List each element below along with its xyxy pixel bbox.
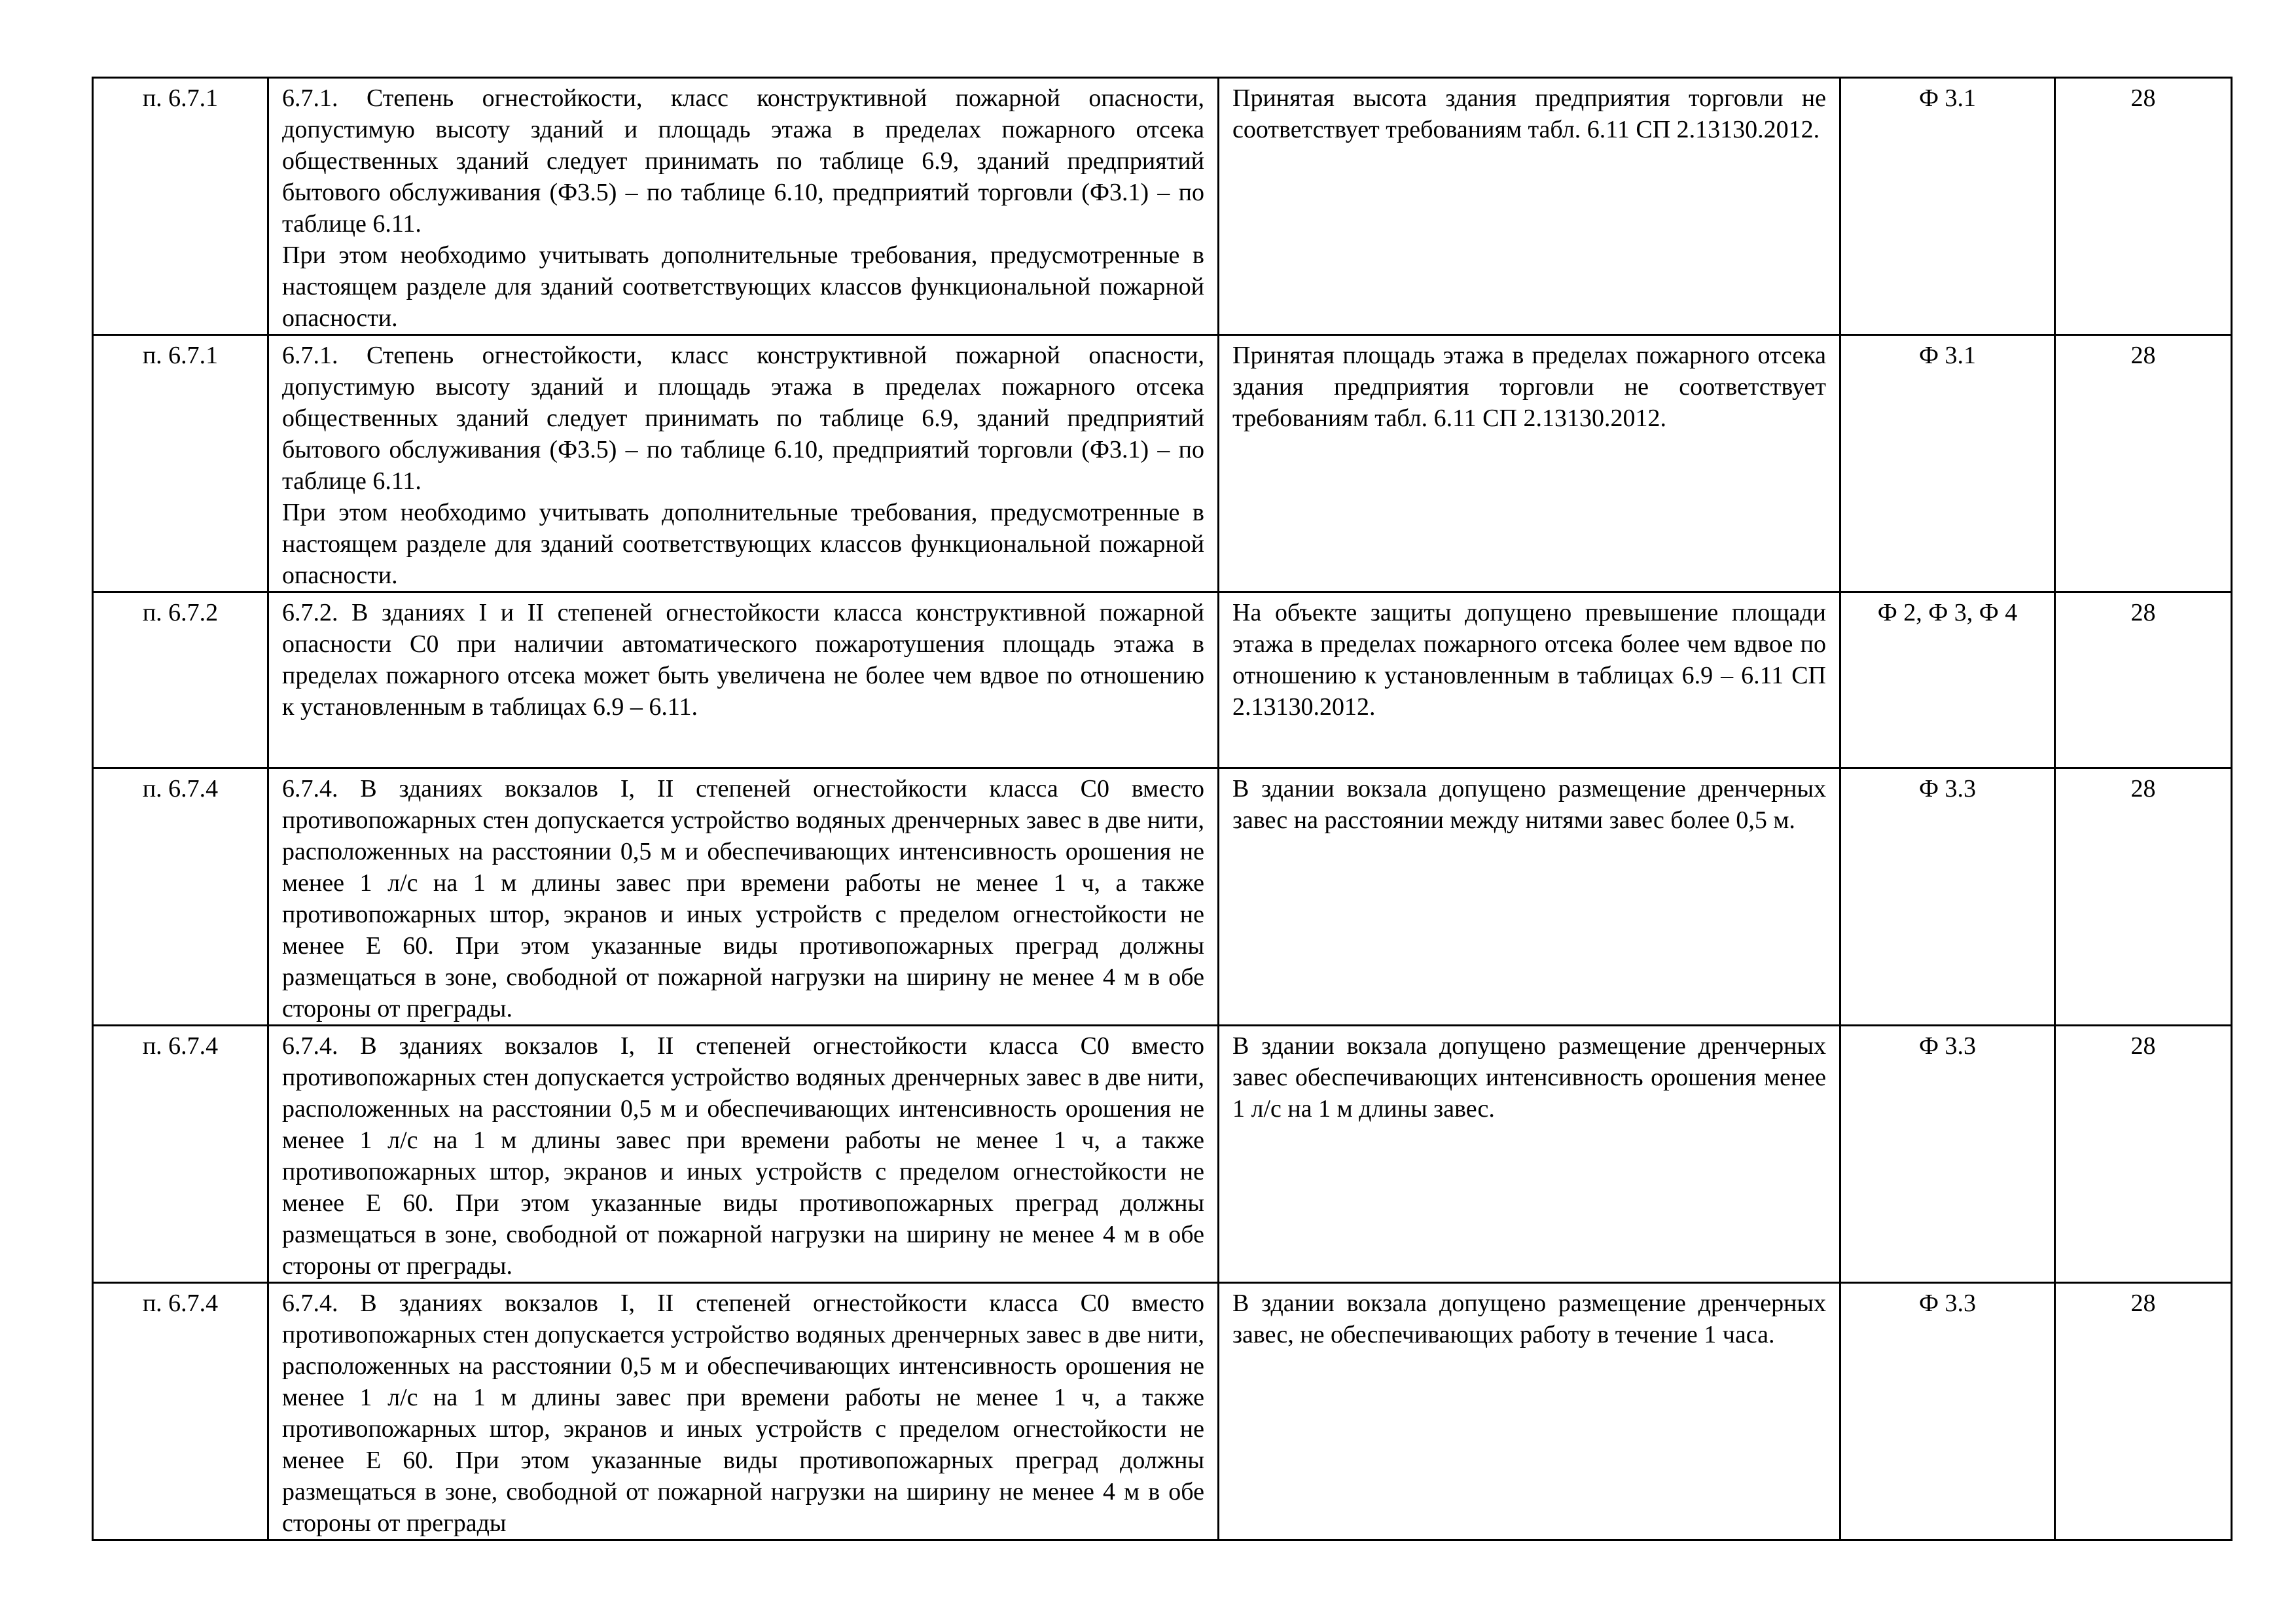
function-class-cell: Ф 3.3 bbox=[1840, 768, 2055, 1026]
reference-cell: 28 bbox=[2055, 335, 2232, 592]
function-class-cell: Ф 3.3 bbox=[1840, 1026, 2055, 1283]
function-class-cell: Ф 2, Ф 3, Ф 4 bbox=[1840, 592, 2055, 768]
reference-cell: 28 bbox=[2055, 768, 2232, 1026]
reference-cell: 28 bbox=[2055, 1026, 2232, 1283]
requirement-paragraph: 6.7.4. В зданиях вокзалов I, II степеней огнестойкости класса С0 вместо противопожарных стен допускается устройство водяных дренчерных завес в две нити, расположенных на расстоянии 0,5 м и обеспечивающих интенсивность орошения не менее 1 л/с на 1 м длины завес при времени работы не менее 1 ч, а также противопожарных штор, экранов и иных устройств с пределом огнестойкости не менее Е 60. При этом указанные виды противопожарных преград должны размещаться в зоне, свободной от пожарной нагрузки на ширину не менее 4 м в обе стороны от преграды. bbox=[282, 775, 1204, 1022]
requirement-cell bbox=[268, 592, 1219, 768]
violation-cell: Принятая площадь этажа в пределах пожарного отсека здания предприятия торговли не соответствует требованиям табл. 6.11 СП 2.13130.2012. bbox=[1219, 335, 1840, 592]
requirement-cell bbox=[268, 768, 1219, 1026]
norms-table bbox=[92, 77, 2233, 1541]
reference-cell: 28 bbox=[2055, 78, 2232, 335]
requirement-paragraph: 6.7.4. В зданиях вокзалов I, II степеней огнестойкости класса С0 вместо противопожарных стен допускается устройство водяных дренчерных завес в две нити, расположенных на расстоянии 0,5 м и обеспечивающих интенсивность орошения не менее 1 л/с на 1 м длины завес при времени работы не менее 1 ч, а также противопожарных штор, экранов и иных устройств с пределом огнестойкости не менее Е 60. При этом указанные виды противопожарных преград должны размещаться в зоне, свободной от пожарной нагрузки на ширину не менее 4 м в обе стороны от преграды bbox=[282, 1290, 1204, 1537]
table-row bbox=[93, 768, 2232, 1026]
violation-cell: В здании вокзала допущено размещение дренчерных завес, не обеспечивающих работу в течение 1 часа. bbox=[1219, 1283, 1840, 1540]
function-class-cell: Ф 3.1 bbox=[1840, 78, 2055, 335]
clause-cell: п. 6.7.2 bbox=[93, 592, 268, 768]
violation-cell: Принятая высота здания предприятия торговли не соответствует требованиям табл. 6.11 СП 2.13130.2012. bbox=[1219, 78, 1840, 335]
clause-cell: п. 6.7.4 bbox=[93, 1026, 268, 1283]
table-row bbox=[93, 592, 2232, 768]
function-class-cell: Ф 3.1 bbox=[1840, 335, 2055, 592]
violation-cell: На объекте защиты допущено превышение площади этажа в пределах пожарного отсека более чем вдвое по отношению к установленным в таблицах 6.9 – 6.11 СП 2.13130.2012. bbox=[1219, 592, 1840, 768]
requirement-cell bbox=[268, 78, 1219, 335]
violation-cell: В здании вокзала допущено размещение дренчерных завес на расстоянии между нитями завес более 0,5 м. bbox=[1219, 768, 1840, 1026]
clause-cell: п. 6.7.1 bbox=[93, 78, 268, 335]
requirement-paragraph: 6.7.2. В зданиях I и II степеней огнестойкости класса конструктивной пожарной опасности С0 при наличии автоматического пожаротушения площадь этажа в пределах пожарного отсека может быть увеличена не более чем вдвое по отношению к установленным в таблицах 6.9 – 6.11. bbox=[282, 599, 1204, 721]
table-row bbox=[93, 335, 2232, 592]
function-class-cell: Ф 3.3 bbox=[1840, 1283, 2055, 1540]
requirement-cell bbox=[268, 1283, 1219, 1540]
reference-cell: 28 bbox=[2055, 1283, 2232, 1540]
requirement-cell bbox=[268, 335, 1219, 592]
clause-cell: п. 6.7.1 bbox=[93, 335, 268, 592]
reference-cell: 28 bbox=[2055, 592, 2232, 768]
table-row bbox=[93, 1283, 2232, 1540]
requirement-paragraph: 6.7.4. В зданиях вокзалов I, II степеней огнестойкости класса С0 вместо противопожарных стен допускается устройство водяных дренчерных завес в две нити, расположенных на расстоянии 0,5 м и обеспечивающих интенсивность орошения не менее 1 л/с на 1 м длины завес при времени работы не менее 1 ч, а также противопожарных штор, экранов и иных устройств с пределом огнестойкости не менее Е 60. При этом указанные виды противопожарных преград должны размещаться в зоне, свободной от пожарной нагрузки на ширину не менее 4 м в обе стороны от преграды. bbox=[282, 1032, 1204, 1280]
requirement-paragraph: При этом необходимо учитывать дополнительные требования, предусмотренные в настоящем разделе для зданий соответствующих классов функциональной пожарной опасности. bbox=[282, 499, 1204, 589]
violation-cell: В здании вокзала допущено размещение дренчерных завес обеспечивающих интенсивность орошения менее 1 л/с на 1 м длины завес. bbox=[1219, 1026, 1840, 1283]
requirement-paragraph: При этом необходимо учитывать дополнительные требования, предусмотренные в настоящем разделе для зданий соответствующих классов функциональной пожарной опасности. bbox=[282, 242, 1204, 332]
clause-cell: п. 6.7.4 bbox=[93, 1283, 268, 1540]
document-page bbox=[92, 77, 2231, 1541]
clause-cell: п. 6.7.4 bbox=[93, 768, 268, 1026]
requirement-paragraph: 6.7.1. Степень огнестойкости, класс конструктивной пожарной опасности, допустимую высоту зданий и площадь этажа в пределах пожарного отсека общественных зданий следует принимать по таблице 6.9, зданий предприятий бытового обслуживания (Ф3.5) – по таблице 6.10, предприятий торговли (Ф3.1) – по таблице 6.11. bbox=[282, 342, 1204, 495]
requirement-paragraph: 6.7.1. Степень огнестойкости, класс конструктивной пожарной опасности, допустимую высоту зданий и площадь этажа в пределах пожарного отсека общественных зданий следует принимать по таблице 6.9, зданий предприятий бытового обслуживания (Ф3.5) – по таблице 6.10, предприятий торговли (Ф3.1) – по таблице 6.11. bbox=[282, 84, 1204, 238]
table-row bbox=[93, 1026, 2232, 1283]
requirement-cell bbox=[268, 1026, 1219, 1283]
table-row bbox=[93, 78, 2232, 335]
